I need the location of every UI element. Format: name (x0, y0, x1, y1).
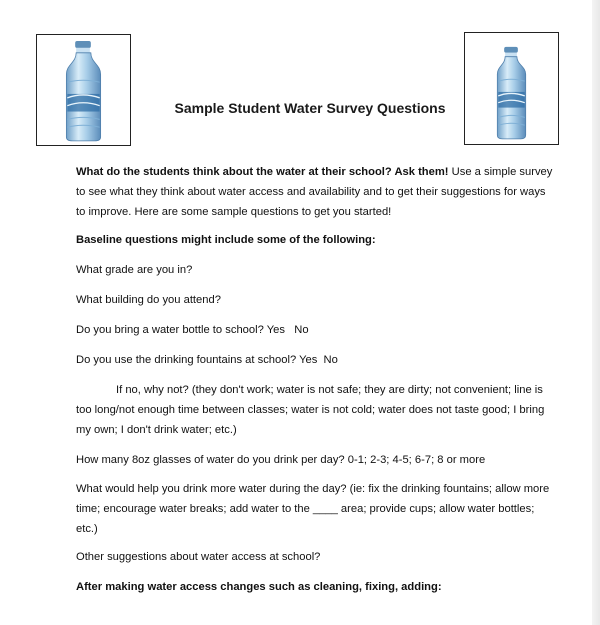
intro-paragraph (76, 162, 556, 222)
question-grade: What grade are you in? (76, 264, 193, 276)
water-bottle-icon (37, 35, 130, 145)
intro-lead: What do the students think about the water at their school? Ask them! (76, 166, 449, 178)
question-drinking-fountains: Do you use the drinking fountains at school? Yes No (76, 354, 338, 366)
question-glasses-per-day: How many 8oz glasses of water do you drink per day? 0-1; 2-3; 4-5; 6-7; 8 or more (76, 454, 486, 466)
baseline-heading: Baseline questions might include some of the following: (76, 234, 376, 246)
water-bottle-image-left (36, 34, 131, 146)
question-help-drink-more: What would help you drink more water during the day? (ie: fix the drinking fountains; allow more time; encourage water breaks; add water to the ____ area; provide cups; allow water bottles; etc.) (76, 483, 550, 535)
intro-rest: Use a simple survey to see what they think about water access and availability and to get their suggestions for ways to improve. Here are some sample questions to get you started! (76, 166, 553, 218)
question-other-suggestions: Other suggestions about water access at school? (76, 551, 321, 563)
page-edge (592, 0, 600, 625)
water-bottle-image-right (464, 32, 559, 145)
after-heading: After making water access changes such as cleaning, fixing, adding: (76, 581, 442, 593)
water-bottle-icon (465, 33, 558, 144)
question-building: What building do you attend? (76, 294, 221, 306)
document-title: Sample Student Water Survey Questions (174, 100, 446, 116)
question-water-bottle: Do you bring a water bottle to school? Yes No (76, 324, 309, 336)
question-if-no-why-not: If no, why not? (they don't work; water is not safe; they are dirty; not convenient; line is too long/not enough time between classes; water is not cold; water does not taste good; I bring my own; I don't drink water; etc.) (76, 384, 545, 436)
